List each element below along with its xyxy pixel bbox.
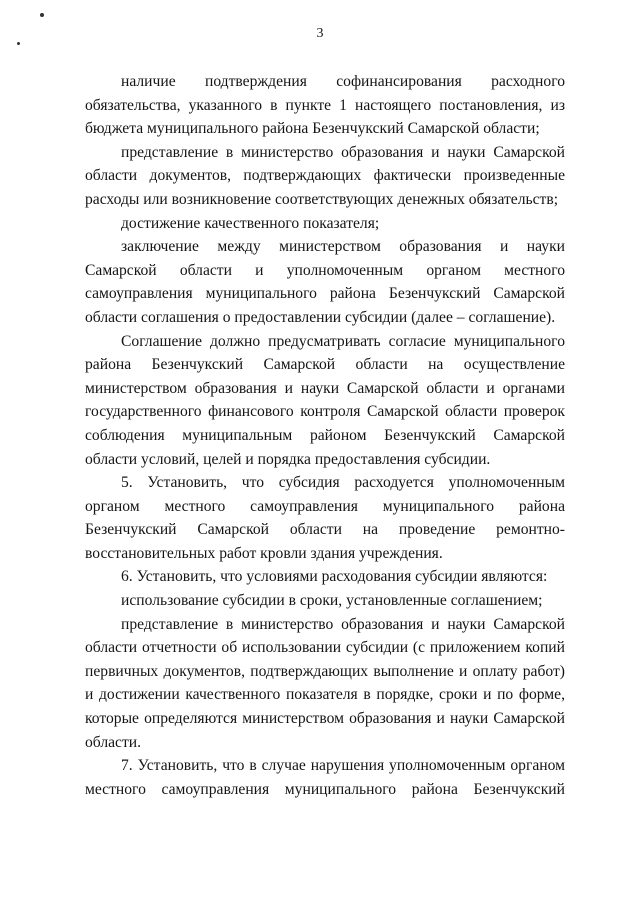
- scan-speck: [40, 13, 44, 17]
- paragraph-item-6: 6. Установить, что условиями расходования субсидии являются:: [121, 568, 548, 586]
- paragraph-item-5: 5. Установить, что субсидия расходуется уполномоченным органом местного самоуправления муниципального района Безенчукский Самарской области на проведение ремонтно-восстановительных работ кровли здания учреждения.: [85, 474, 565, 562]
- paragraph-cofinancing: наличие подтверждения софинансирования расходного обязательства, указанного в пункте 1 настоящего постановления, из бюджета муниципального района Безенчукский Самарской области;: [85, 73, 565, 138]
- paragraph-indicator: достижение качественного показателя;: [121, 214, 380, 232]
- page-number: 3: [316, 26, 324, 41]
- paragraph-item-7: 7. Установить, что в случае нарушения уполномоченным органом местного самоуправления муниципального района Безенчукский: [85, 757, 565, 798]
- scan-speck: [17, 42, 20, 45]
- paragraph-reporting: представление в министерство образования и науки Самарской области отчетности об использовании субсидии (с приложением копий первичных документов, подтверждающих выполнение и оплату работ) и достижении качественного показателя в порядке, сроки и по форме, которые определяются министерством образования и науки Самарской области.: [85, 615, 565, 751]
- paragraph-agreement: заключение между министерством образования и науки Самарской области и уполномоченным органом местного самоуправления муниципального района Безенчукский Самарской области соглашения о предоставлении субсидии (далее – соглашение).: [85, 238, 565, 326]
- document-body: [85, 70, 565, 801]
- paragraph-documents: представление в министерство образования и науки Самарской области документов, подтверждающих фактически произведенные расходы или возникновение соответствующих денежных обязательств;: [85, 143, 565, 208]
- paragraph-agreement-consent: Соглашение должно предусматривать согласие муниципального района Безенчукский Самарской области на осуществление министерством образования и науки Самарской области и органами государственного финансового контроля Самарской области проверок соблюдения муниципальным районом Безенчукский Самарской области условий, целей и порядка предоставления субсидии.: [85, 332, 565, 468]
- paragraph-usage-terms: использование субсидии в сроки, установленные соглашением;: [121, 592, 543, 610]
